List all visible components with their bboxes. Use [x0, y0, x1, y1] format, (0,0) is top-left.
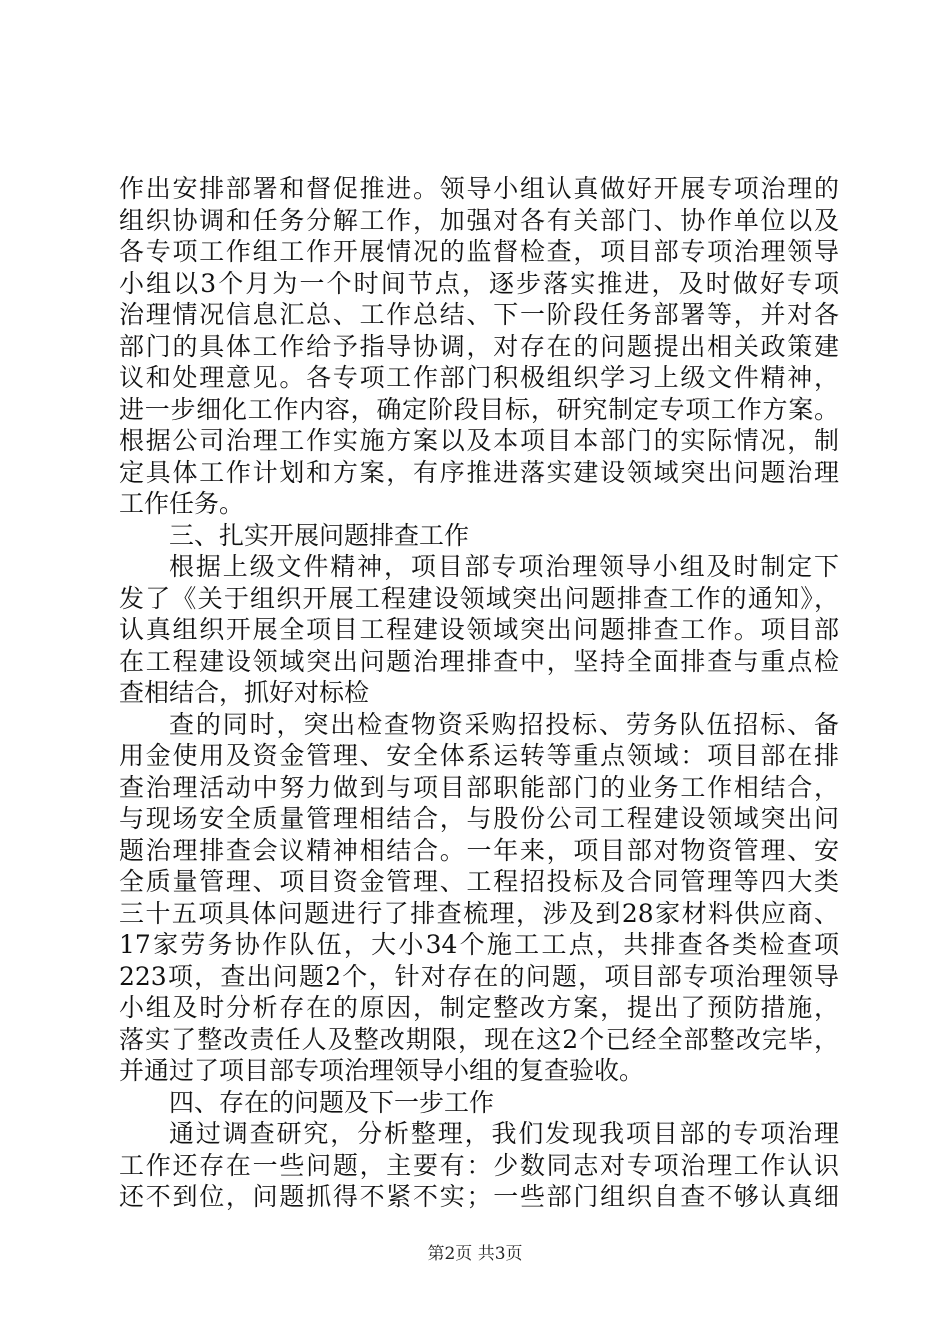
- text-line: 用金使用及资金管理、安全体系运转等重点领域：项目部在排: [119, 741, 839, 770]
- text-line: 通过调查研究，分析整理，我们发现我项目部的专项治理: [169, 1119, 839, 1148]
- text-line: 查治理活动中努力做到与项目部职能部门的业务工作相结合，: [119, 772, 839, 802]
- text-line: 题治理排查会议精神相结合。一年来，项目部对物资管理、安: [119, 835, 839, 865]
- text-line: 工作任务。: [119, 489, 245, 518]
- page-footer: 第2页 共3页: [427, 1244, 523, 1264]
- text-line: 落实了整改责任人及整改期限，现在这2个已经全部整改完毕，: [119, 1024, 839, 1054]
- text-line: 查相结合，抓好对标检: [119, 678, 370, 707]
- text-line: 全质量管理、项目资金管理、工程招投标及合同管理等四大类: [119, 867, 839, 896]
- text-line: 组织协调和任务分解工作，加强对各有关部门、协作单位以及: [119, 205, 839, 235]
- text-line: 查的同时，突出检查物资采购招投标、劳务队伍招标、备: [169, 709, 839, 739]
- text-line: 与现场安全质量管理相结合，与股份公司工程建设领域突出问: [119, 804, 839, 833]
- text-line: 四、存在的问题及下一步工作: [169, 1087, 495, 1117]
- text-line: 认真组织开展全项目工程建设领域突出问题排查工作。项目部: [119, 615, 839, 644]
- text-line: 223项，查出问题2个，针对存在的问题，项目部专项治理领导: [119, 961, 839, 991]
- text-line: 小组及时分析存在的原因，制定整改方案，提出了预防措施，: [119, 993, 839, 1022]
- text-line: 各专项工作组工作开展情况的监督检查，项目部专项治理领导: [119, 237, 839, 266]
- text-line: 三、扎实开展问题排查工作: [169, 520, 470, 550]
- text-line: 三十五项具体问题进行了排查梳理，涉及到28家材料供应商、: [119, 898, 839, 928]
- text-line: 还不到位，问题抓得不紧不实；一些部门组织自查不够认真细: [119, 1182, 839, 1211]
- text-line: 议和处理意见。各专项工作部门积极组织学习上级文件精神，: [119, 363, 839, 392]
- text-line: 定具体工作计划和方案，有序推进落实建设领域突出问题治理: [119, 457, 839, 487]
- text-line: 根据公司治理工作实施方案以及本项目本部门的实际情况，制: [119, 426, 839, 455]
- text-line: 小组以3个月为一个时间节点，逐步落实推进，及时做好专项: [119, 268, 839, 298]
- text-line: 工作还存在一些问题，主要有：少数同志对专项治理工作认识: [119, 1150, 839, 1180]
- text-line: 进一步细化工作内容，确定阶段目标，研究制定专项工作方案。: [119, 394, 839, 424]
- text-line: 治理情况信息汇总、工作总结、下一阶段任务部署等，并对各: [119, 300, 839, 329]
- text-line: 部门的具体工作给予指导协调，对存在的问题提出相关政策建: [119, 331, 839, 361]
- text-line: 作出安排部署和督促推进。领导小组认真做好开展专项治理的: [119, 174, 839, 203]
- text-line: 根据上级文件精神，项目部专项治理领导小组及时制定下: [169, 552, 839, 581]
- text-line: 并通过了项目部专项治理领导小组的复查验收。: [119, 1056, 645, 1085]
- text-line: 发了《关于组织开展工程建设领域突出问题排查工作的通知》，: [119, 583, 839, 613]
- text-line: 在工程建设领域突出问题治理排查中，坚持全面排查与重点检: [119, 646, 839, 676]
- text-line: 17家劳务协作队伍，大小34个施工工点，共排查各类检查项: [119, 930, 839, 959]
- document-body: [119, 173, 839, 1213]
